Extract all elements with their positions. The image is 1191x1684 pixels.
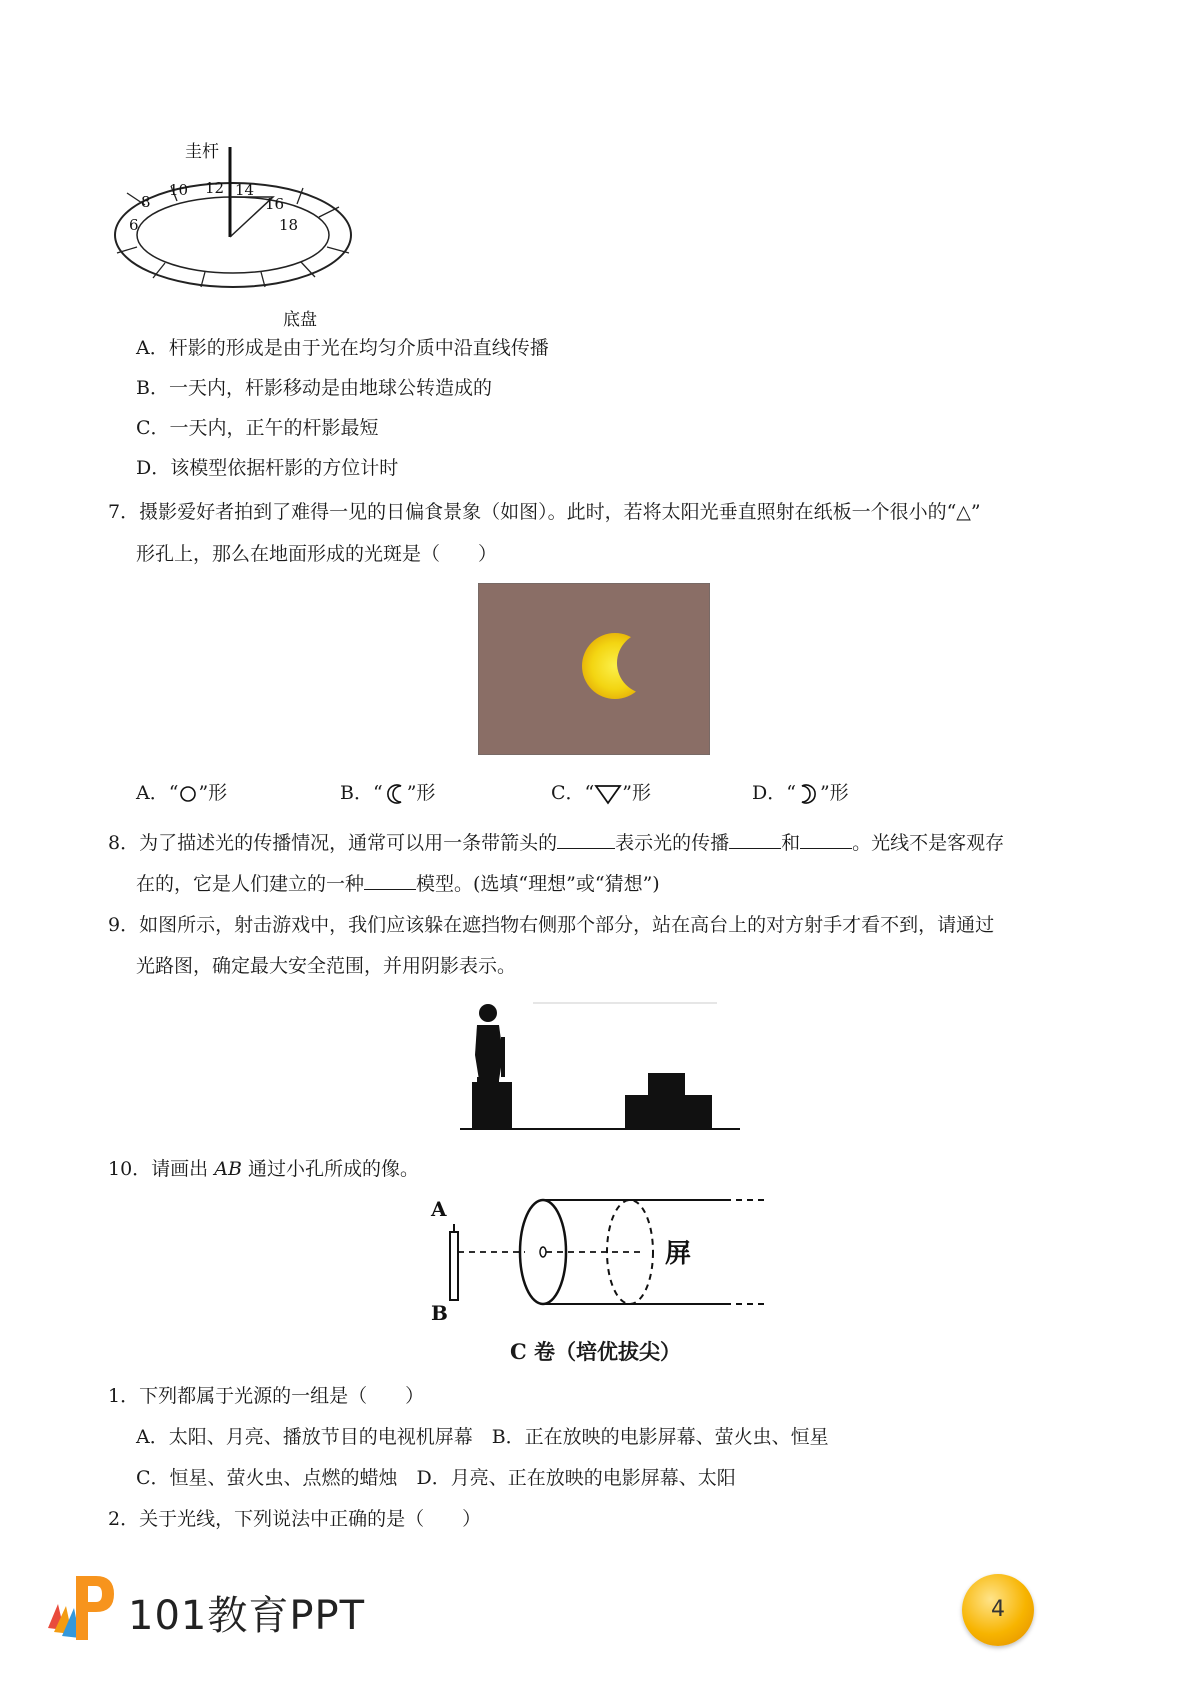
c-q2: 2．关于光线，下列说法中正确的是（ ） xyxy=(108,1508,482,1530)
object-ab xyxy=(450,1232,458,1300)
c-q1-options-cd: C．恒星、萤火虫、点燃的蜡烛 D．月亮、正在放映的电影屏幕、太阳 xyxy=(136,1467,736,1489)
shooter-icon xyxy=(475,1004,505,1082)
sundial-hour-8: 8 xyxy=(141,193,151,211)
q7-option-d: D．“ ”形 xyxy=(752,782,849,804)
brand-logo-text: 101教育PPT xyxy=(128,1593,366,1639)
sun-icon xyxy=(582,633,648,699)
brand-logo-icon xyxy=(40,1566,120,1646)
inverted-triangle-icon xyxy=(594,783,622,805)
pinhole-icon xyxy=(540,1247,546,1257)
sundial-hour-16: 16 xyxy=(265,195,285,213)
q9-line-2: 光路图，确定最大安全范围，并用阴影表示。 xyxy=(136,955,517,977)
q7-option-c: C．“ ”形 xyxy=(551,782,651,804)
q8-line-2: 在的，它是人们建立的一种 模型。(选填“理想”或“猜想”) xyxy=(136,873,660,895)
page-number: 4 xyxy=(991,1597,1005,1622)
q6-option-a: A．杆影的形成是由于光在均匀介质中沿直线传播 xyxy=(136,337,549,359)
q6-option-b: B．一天内，杆影移动是由地球公转造成的 xyxy=(136,377,492,399)
high-platform xyxy=(472,1082,512,1128)
sundial-top-label: 圭杆 xyxy=(185,142,219,162)
page-number-badge xyxy=(962,1574,1034,1646)
c-q1: 1．下列都属于光源的一组是（ ） xyxy=(108,1385,425,1407)
eclipse-photo xyxy=(478,583,710,755)
q8-blank-2[interactable] xyxy=(729,830,781,849)
q10-text: 10．请画出 AB 通过小孔所成的像。 xyxy=(108,1158,419,1180)
label-b: B xyxy=(431,1301,448,1325)
sundial-hour-6: 6 xyxy=(129,216,139,234)
label-a: A xyxy=(431,1197,447,1221)
q6-option-c: C．一天内，正午的杆影最短 xyxy=(136,417,379,439)
c-q1-options-ab: A．太阳、月亮、播放节目的电视机屏幕 B．正在放映的电影屏幕、萤火虫、恒星 xyxy=(136,1426,829,1448)
q7-line-1: 7．摄影爱好者拍到了难得一见的日偏食景象（如图）。此时，若将太阳光垂直照射在纸板一个很小的“△” xyxy=(108,501,981,523)
label-screen: 屏 xyxy=(665,1239,692,1269)
circle-icon xyxy=(178,784,198,804)
sundial-hour-18: 18 xyxy=(279,216,299,234)
q8-line-1: 8．为了描述光的传播情况，通常可以用一条带箭头的 表示光的传播 和 。光线不是客观存 xyxy=(108,832,1005,854)
q7-option-b: B．“ ”形 xyxy=(340,782,436,804)
crescent-right-icon xyxy=(796,782,820,806)
section-c-title: C 卷（培优拔尖） xyxy=(509,1339,682,1364)
obstacle-base xyxy=(625,1095,712,1128)
obstacle-top xyxy=(648,1073,685,1097)
sundial-hour-12: 12 xyxy=(205,179,225,197)
q8-blank-4[interactable] xyxy=(364,871,416,890)
q9-line-1: 9．如图所示，射击游戏中，我们应该躲在遮挡物右侧那个部分，站在高台上的对方射手才看不到，请通过 xyxy=(108,914,995,936)
crescent-left-icon xyxy=(383,782,407,806)
q6-option-d: D．该模型依据杆影的方位计时 xyxy=(136,457,399,479)
shooting-game-figure xyxy=(455,995,755,1135)
sundial-bottom-label: 底盘 xyxy=(283,310,317,330)
q8-blank-3[interactable] xyxy=(800,830,852,849)
sundial-hour-14: 14 xyxy=(235,181,255,199)
sundial-hour-10: 10 xyxy=(169,181,189,199)
sundial-figure xyxy=(105,135,365,335)
q7-line-2: 形孔上，那么在地面形成的光斑是（ ） xyxy=(136,543,498,565)
pinhole-camera-figure xyxy=(425,1190,775,1325)
q7-option-a: A．“ ”形 xyxy=(136,782,228,804)
q8-blank-1[interactable] xyxy=(557,830,615,849)
